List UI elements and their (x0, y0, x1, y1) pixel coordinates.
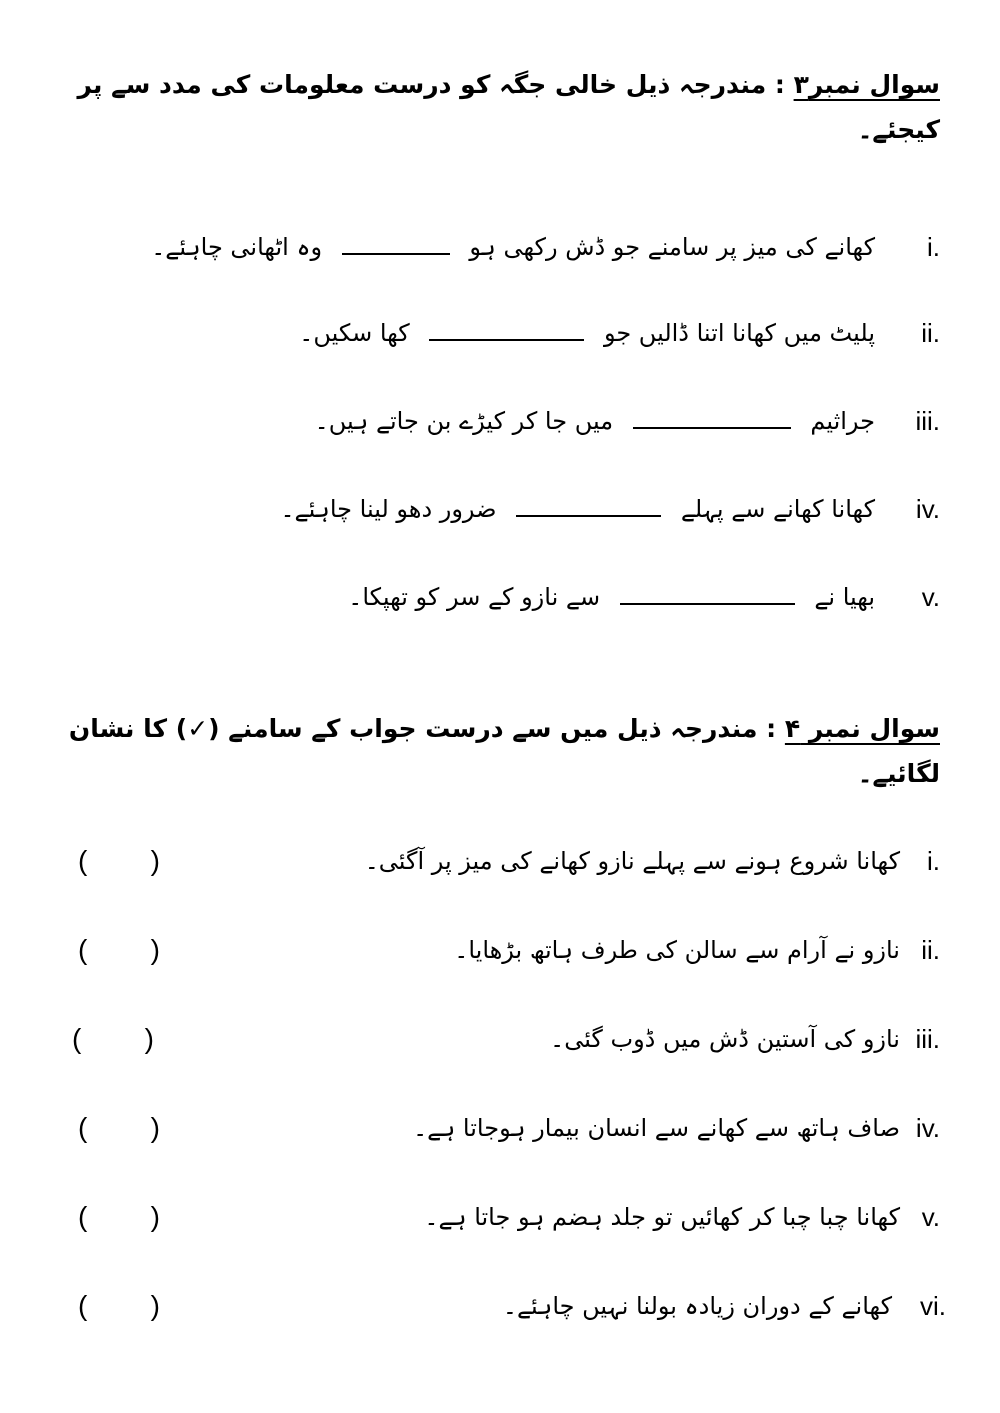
answer-box[interactable] (78, 1281, 160, 1331)
answer-blank[interactable] (342, 223, 450, 255)
item-number: ii. (921, 318, 940, 348)
answer-blank[interactable] (633, 397, 791, 429)
true-false-item-4 (60, 1103, 940, 1153)
paren-open: ( (78, 1112, 88, 1143)
item-number: iii. (915, 406, 940, 436)
statement-text: کھانا شروع ہونے سے پہلے نازو کھانے کی میز پر آگئی۔ (364, 847, 900, 875)
statement-text: کھانے کے دوران زیادہ بولنا نہیں چاہئے۔ (502, 1292, 892, 1320)
true-false-item-6 (60, 1281, 946, 1331)
answer-blank[interactable] (620, 573, 795, 605)
fill-blank-item-2 (60, 308, 940, 358)
item-number: ii. (921, 935, 940, 965)
item-number: i. (927, 846, 940, 876)
paren-open: ( (78, 934, 88, 965)
sentence-end: ضرور دھو لینا چاہئے۔ (280, 495, 497, 523)
answer-blank[interactable] (516, 485, 661, 517)
question-3-heading (60, 62, 940, 152)
item-number: i. (927, 232, 940, 262)
answer-box[interactable] (72, 1014, 154, 1064)
true-false-item-2 (60, 925, 940, 975)
true-false-item-1 (60, 836, 940, 886)
question-4-label: سوال نمبر ۴ (784, 714, 940, 743)
paren-close: ) (150, 934, 160, 965)
fill-blank-item-5 (60, 572, 940, 622)
answer-box[interactable] (78, 1103, 160, 1153)
statement-text: صاف ہاتھ سے کھانے سے انسان بیمار ہوجاتا ہے۔ (413, 1114, 900, 1142)
paren-close: ) (150, 1201, 160, 1232)
item-number: v. (921, 1202, 940, 1232)
answer-box[interactable] (78, 925, 160, 975)
item-number: vi. (920, 1291, 946, 1321)
item-number: v. (921, 582, 940, 612)
sentence-start: پلیٹ میں کھانا اتنا ڈالیں جو (603, 319, 875, 347)
true-false-item-5 (60, 1192, 940, 1242)
paren-open: ( (78, 1290, 88, 1321)
question-4-instruction: : مندرجہ ذیل میں سے درست جواب کے سامنے (✓) کا نشان لگائیے۔ (68, 714, 940, 788)
sentence-start: جراثیم (810, 407, 875, 435)
paren-open: ( (72, 1023, 82, 1054)
paren-open: ( (78, 1201, 88, 1232)
item-number: iii. (915, 1024, 940, 1054)
fill-blank-item-1 (60, 222, 940, 272)
paren-open: ( (78, 845, 88, 876)
sentence-start: بھیا نے (814, 583, 875, 611)
sentence-end: سے نازو کے سر کو تھپکا۔ (348, 583, 601, 611)
statement-text: نازو نے آرام سے سالن کی طرف ہاتھ بڑھایا۔ (454, 936, 900, 964)
statement-text: کھانا چبا چبا کر کھائیں تو جلد ہضم ہو جاتا ہے۔ (424, 1203, 900, 1231)
sentence-end: وہ اٹھانی چاہئے۔ (151, 233, 323, 261)
fill-blank-item-3 (60, 396, 940, 446)
answer-blank[interactable] (429, 309, 584, 341)
sentence-end: کھا سکیں۔ (299, 319, 410, 347)
paren-close: ) (150, 1112, 160, 1143)
statement-text: نازو کی آستین ڈش میں ڈوب گئی۔ (550, 1025, 900, 1053)
paren-close: ) (150, 845, 160, 876)
item-number: iv. (915, 1113, 940, 1143)
question-4-heading (60, 706, 940, 796)
sentence-start: کھانے کی میز پر سامنے جو ڈش رکھی ہو (469, 233, 875, 261)
answer-box[interactable] (78, 836, 160, 886)
answer-box[interactable] (78, 1192, 160, 1242)
question-3-label: سوال نمبر۳ (793, 70, 940, 99)
sentence-end: میں جا کر کیڑے بن جاتے ہیں۔ (314, 407, 614, 435)
item-number: iv. (915, 494, 940, 524)
sentence-start: کھانا کھانے سے پہلے (680, 495, 875, 523)
question-3-instruction: : مندرجہ ذیل خالی جگہ کو درست معلومات کی مدد سے پر کیجئے۔ (77, 70, 940, 144)
paren-close: ) (150, 1290, 160, 1321)
paren-close: ) (144, 1023, 154, 1054)
true-false-item-3 (60, 1014, 940, 1064)
fill-blank-item-4 (60, 484, 940, 534)
